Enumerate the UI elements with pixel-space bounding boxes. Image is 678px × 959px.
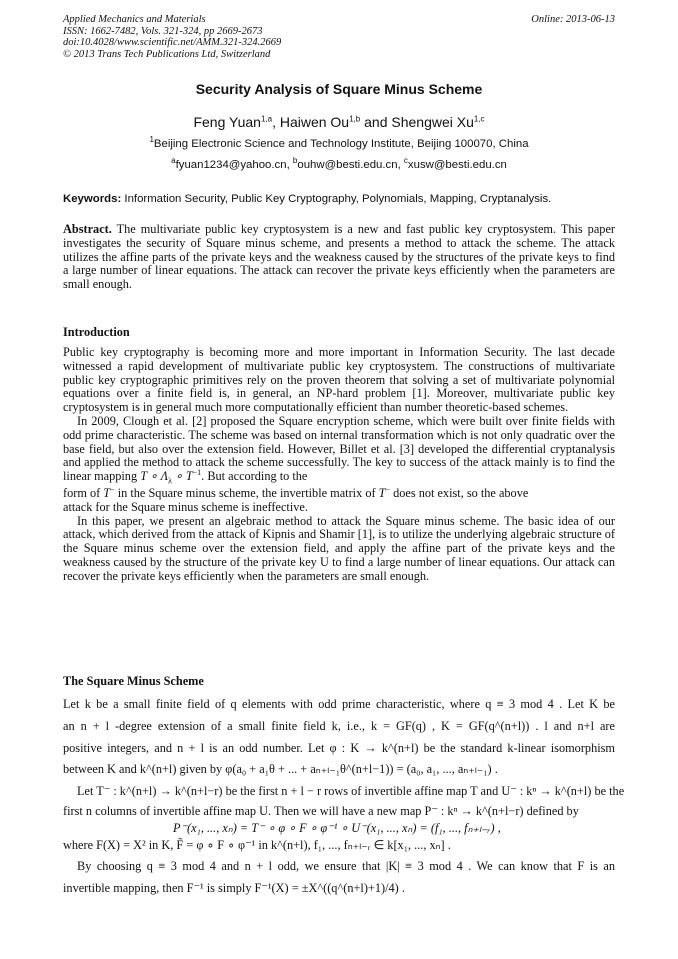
square-line-9: invertible mapping, then F⁻¹ is simply F⁻¹(X) = ±X^((q^(n+l)+1)/4) .: [63, 881, 405, 895]
square-line-2: an n + l -degree extension of a small finite field k, i.e., k = GF(q) , K = GF(q^(n+l)) . l and n+l are: [63, 719, 615, 733]
author-2: , Haiwen Ou: [272, 114, 350, 130]
section-heading-square-minus: The Square Minus Scheme: [63, 674, 204, 688]
author-3-affil: 1,c: [473, 114, 485, 124]
abstract-label: Abstract.: [63, 222, 112, 236]
email-mark-a: a: [171, 156, 176, 166]
email-mark-c: c: [403, 156, 408, 166]
math-t-minus-2-sup: −: [385, 484, 390, 494]
keywords-label: Keywords:: [63, 193, 122, 205]
email-mark-b: b: [292, 156, 298, 166]
email-c: xusw@besti.edu.cn: [407, 159, 507, 171]
intro-paragraph-3: In this paper, we present an algebraic method to attack the Square minus scheme. The basic idea of our attack, which derived from the attack of Kipnis and Shamir [1], is to utilize the underlying algebraic structure of the Square minus scheme over the extension field, and apply the affine part of the private keys and the weakness caused by the structure of the private key U to find a large number of linear equations. Our attack can recover the private keys efficiently when the parameters are small enough.: [63, 513, 615, 583]
intro-p2c-end: does not exist, so the above: [390, 485, 529, 500]
intro-p2c-form: form of: [63, 485, 104, 500]
copyright-line: © 2013 Trans Tech Publications Ltd, Switzerland: [63, 48, 271, 60]
intro-paragraph-2: [63, 415, 615, 484]
email-b: ouhw@besti.edu.cn,: [297, 159, 404, 171]
intro-paragraph-2-cont: [63, 484, 615, 501]
intro-p2c-mid: in the Square minus scheme, the invertible matrix of: [114, 485, 379, 500]
keywords-text: Information Security, Public Key Cryptography, Polynomials, Mapping, Cryptanalysis.: [121, 193, 552, 205]
paper-title: Security Analysis of Square Minus Scheme: [195, 81, 483, 97]
section-heading-introduction: Introduction: [63, 325, 130, 339]
author-1-affil: 1,a: [260, 114, 273, 124]
square-line-3: positive integers, and n + l is an odd number. Let φ : K → k^(n+l) be the standard k-linear isomorphism: [63, 741, 615, 755]
author-list: [63, 114, 615, 130]
intro-p2-text-b: . But according to the: [201, 469, 308, 484]
affiliation-mark: 1: [149, 135, 154, 145]
math-t-minus-2: T: [378, 485, 386, 500]
author-3: and Shengwei Xu: [360, 114, 474, 130]
equation-public-map: P⁻(x₁, ..., xₙ) = T⁻ ∘ φ ∘ F ∘ φ⁻¹ ∘ U⁻(x₁, ..., xₙ) = (f₁, ..., fₙ₊ₗ₋ᵣ) ,: [173, 821, 501, 835]
intro-paragraph-1: Public key cryptography is becoming more and more important in Information Security. The last decade witnessed a rapid development of multivariate public key cryptosystem. The constructions of multivariate public key cryptographic primitives rely on the proven theorem that solving a set of multivariate polynomial equations over a finite field is, in general, an NP-hard problem [1]. Moreover, multivariate public key cryptosystem is in general much more computationally efficient than number theoretic-based schemes.: [63, 345, 615, 415]
square-line-5: Let T⁻ : k^(n+l) → k^(n+l−r) be the first n + l − r rows of invertible affine map T and U⁻ : kⁿ → k^(n+l) be the: [77, 784, 625, 798]
issn-line: ISSN: 1662-7482, Vols. 321-324, pp 2669-2673: [63, 25, 263, 37]
online-date: Online: 2013-06-13: [531, 14, 615, 25]
intro-paragraph-2-end: attack for the Square minus scheme is ineffective.: [63, 499, 308, 514]
journal-name: Applied Mechanics and Materials: [63, 14, 206, 25]
doi-line: doi:10.4028/www.scientific.net/AMM.321-324.2669: [63, 37, 282, 48]
intro-p2-text: In 2009, Clough et al. [2] proposed the Square encryption scheme, which were built over finite fields with odd prime characteristic. The scheme was based on internal transformation which is not only quadratic over the base field, but also over the extension field. However, Billet et al. [3] developed the differential cryptanalysis and applied the method to attack the scheme successfully. The key to success of the attack mainly is to find the linear mapping: [63, 413, 615, 484]
introduction-body: [63, 346, 615, 584]
author-2-affil: 1,b: [349, 114, 361, 124]
math-inv-sup: −1: [192, 468, 202, 478]
affiliation: [63, 135, 615, 151]
math-t-inv: ∘ T: [171, 469, 193, 484]
square-line-6: first n columns of invertible affine map U. Then we will have a new map P⁻ : kⁿ → k^(n+l−r) defined by: [63, 804, 579, 818]
square-line-8: By choosing q ≡ 3 mod 4 and n + l odd, we ensure that |K| ≡ 3 mod 4 . We can know that F is an: [77, 859, 615, 873]
email-a: fyuan1234@yahoo.cn,: [175, 159, 293, 171]
math-t-lambda: T ∘ Λ: [140, 469, 169, 484]
abstract: [63, 223, 615, 292]
author-1: Feng Yuan: [193, 114, 261, 130]
affiliation-text: Beijing Electronic Science and Technology Institute, Beijing 100070, China: [153, 138, 529, 150]
running-header: [63, 14, 615, 60]
square-line-7: where F(X) = X² in K, F̃ = φ ∘ F ∘ φ⁻¹ in k^(n+l), f₁, ..., fₙ₊ₗ₋ᵣ ∈ k[x₁, ..., xₙ] .: [63, 838, 451, 852]
email-list: [63, 156, 615, 172]
square-line-4: between K and k^(n+l) given by φ(a₀ + a₁θ + ... + aₙ₊ₗ₋₁θ^(n+l−1)) = (a₀, a₁, ..., aₙ₊ₗ₋₁) .: [63, 762, 498, 776]
math-t-minus-sup: −: [110, 484, 115, 494]
abstract-text: The multivariate public key cryptosystem is a new and fast public key cryptosystem. This paper investigates the security of Square minus scheme, and presents a method to attack the scheme. The attack utilizes the affine parts of the private keys and the weakness caused by the structures of the private keys to find a large number of linear equations. The attack can recover the private keys efficiently when the parameters are small enough.: [63, 222, 615, 292]
math-lambda-sub: λ: [168, 476, 172, 486]
keywords: [63, 193, 615, 206]
math-t-minus: T: [103, 485, 111, 500]
square-line-1: Let k be a small finite field of q elements with odd prime characteristic, where q ≡ 3 mod 4 . Let K be: [63, 697, 615, 711]
